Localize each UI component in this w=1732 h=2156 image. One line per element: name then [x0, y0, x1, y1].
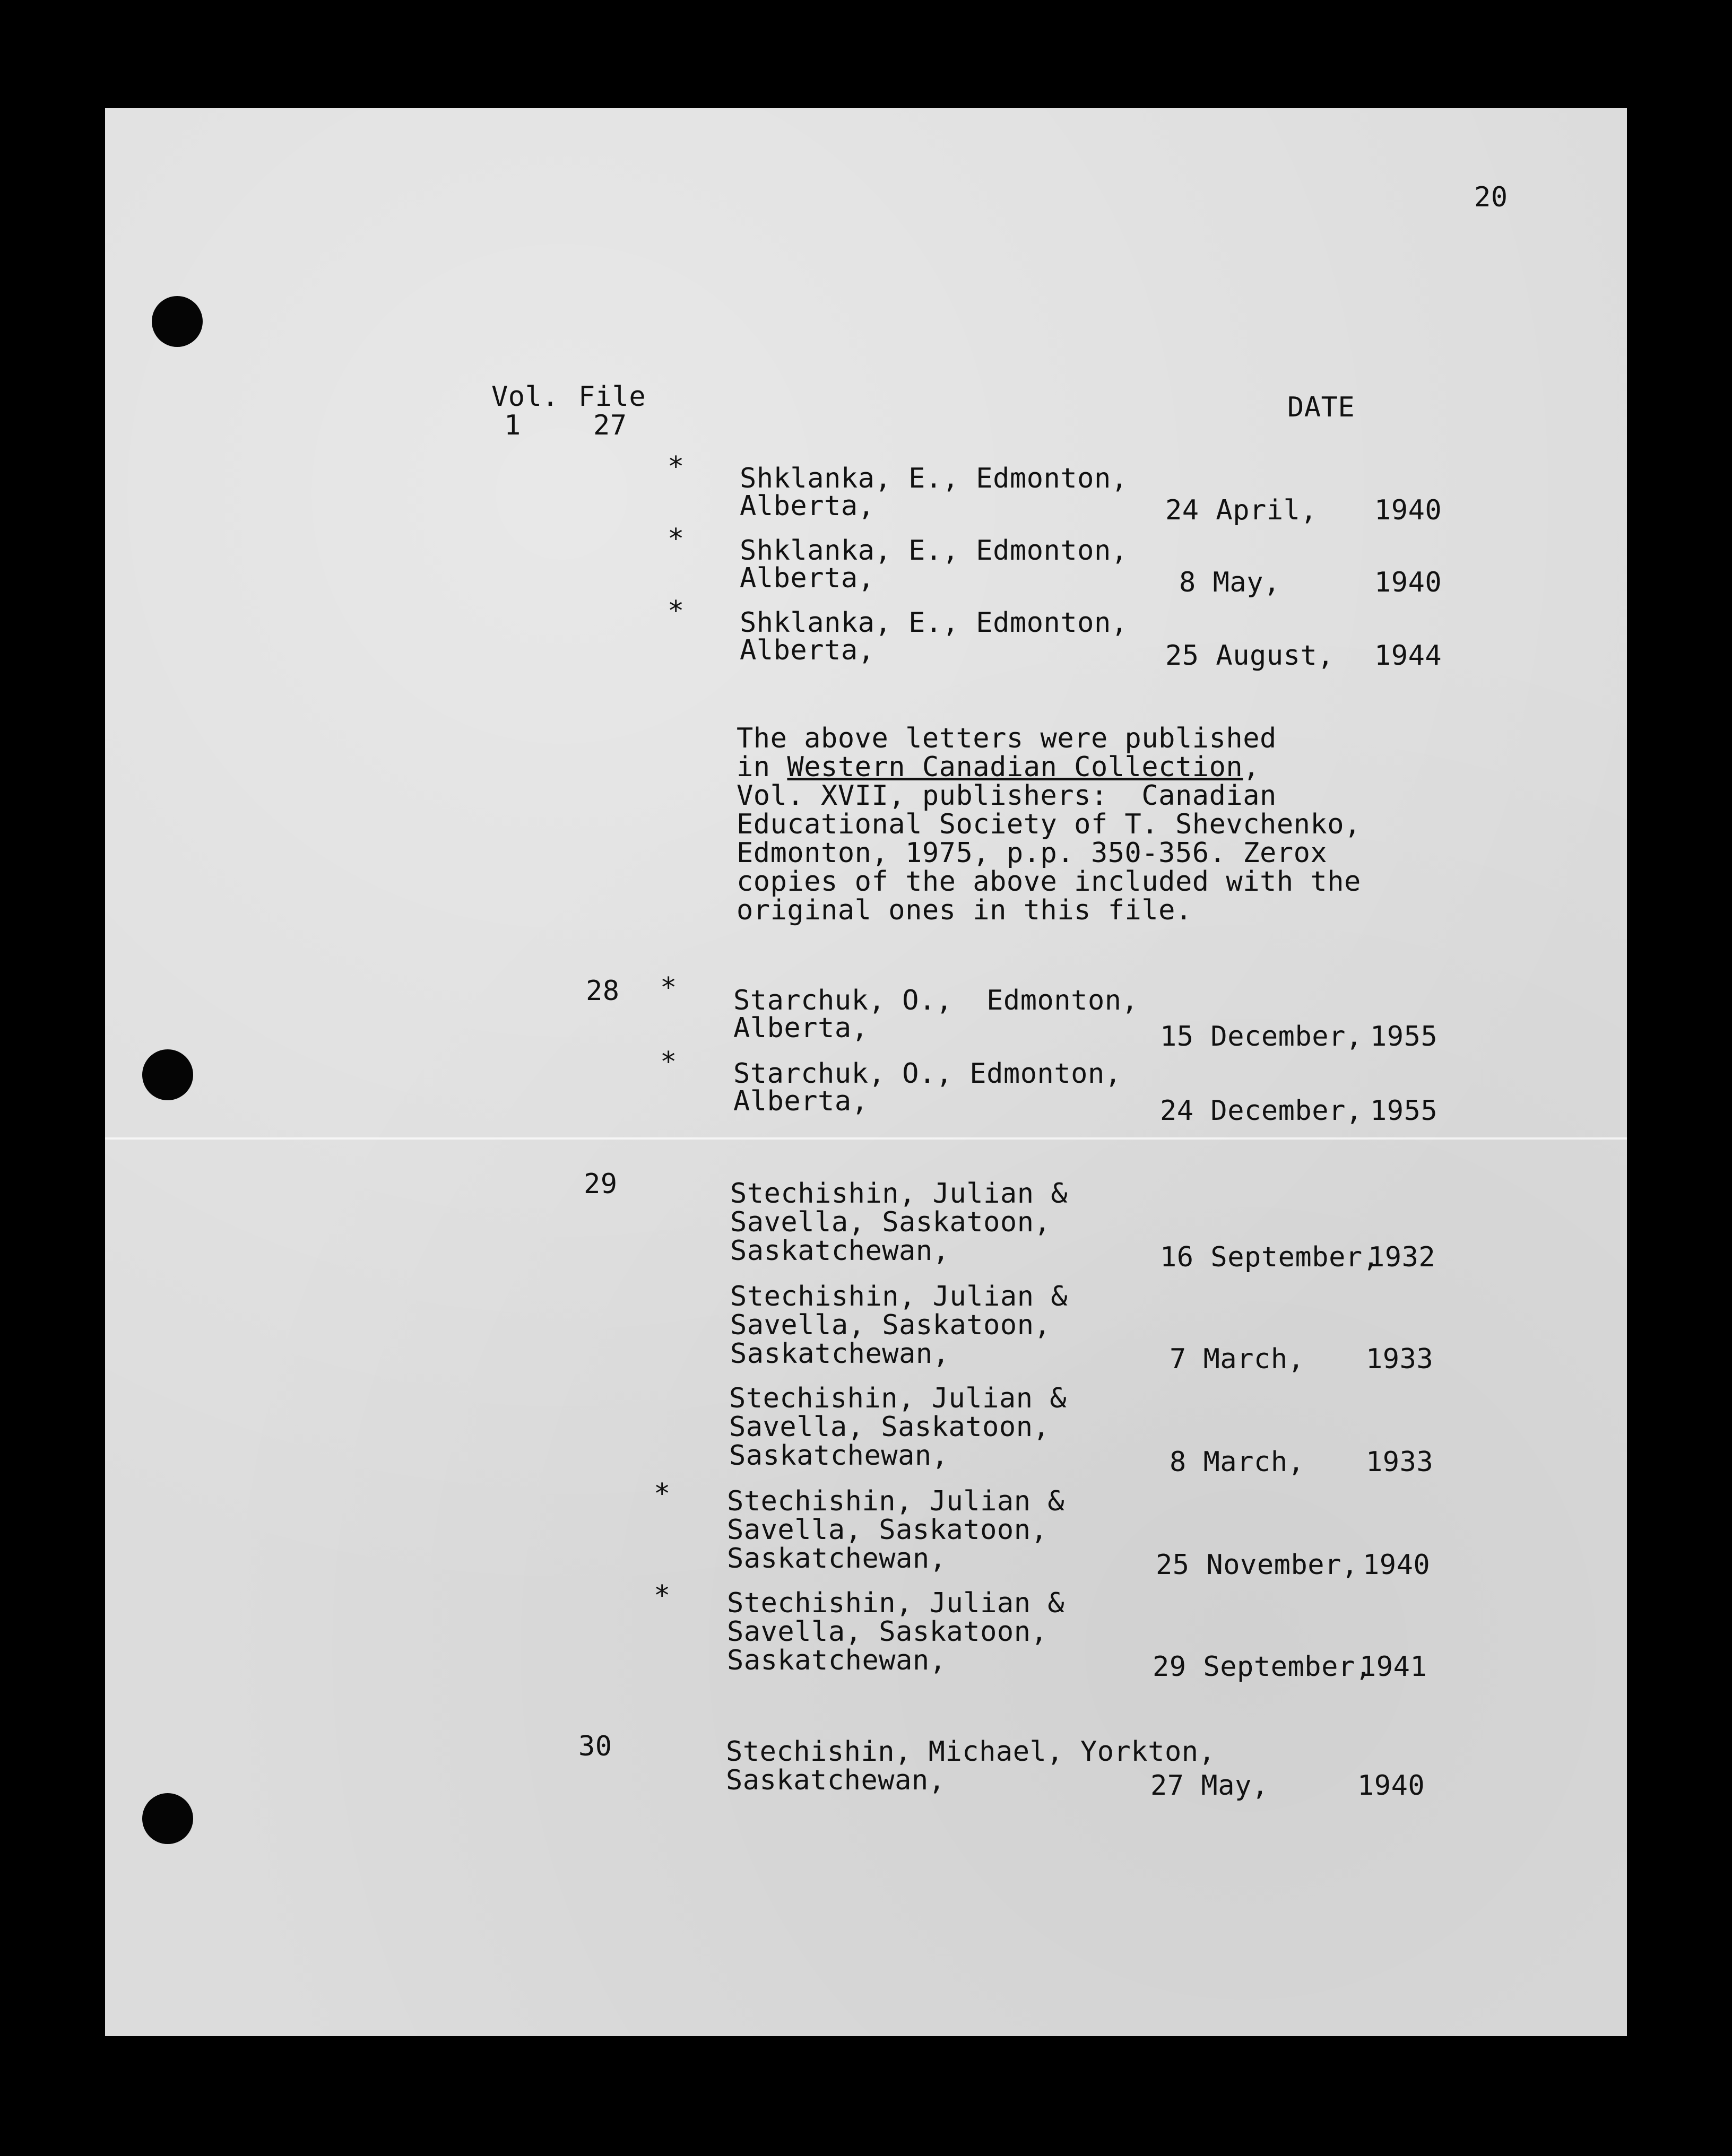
correspondent-line-1: Stechishin, Julian &	[727, 1485, 1065, 1517]
file-header: File	[578, 381, 646, 413]
date-day-month: 27 May,	[1150, 1770, 1269, 1802]
star-marker: *	[654, 1478, 671, 1510]
correspondent-line-1: Stechishin, Julian &	[730, 1281, 1068, 1312]
file-number: 29	[584, 1168, 618, 1200]
vol-header: Vol.	[491, 381, 559, 413]
page-number: 20	[1474, 181, 1508, 213]
correspondent-line-3: Saskatchewan,	[727, 1645, 947, 1676]
star-marker: *	[668, 595, 685, 627]
correspondent-line-2: Savella, Saskatoon,	[730, 1309, 1051, 1341]
star-marker: *	[668, 451, 685, 483]
date-year: 1940	[1357, 1770, 1425, 1802]
date-day-month: 25 August,	[1165, 640, 1335, 672]
vol-number: 1	[504, 410, 521, 441]
publication-title: Western Canadian Collection	[787, 751, 1243, 783]
punch-hole-bottom	[142, 1793, 193, 1844]
date-day-month: 15 December,	[1160, 1021, 1363, 1053]
correspondent-line-3: Saskatchewan,	[729, 1440, 949, 1472]
date-day-month: 7 March,	[1170, 1343, 1305, 1375]
star-marker: *	[660, 972, 677, 1004]
document-page	[105, 108, 1627, 2036]
correspondent-line-1: Stechishin, Julian &	[729, 1383, 1067, 1414]
correspondent-line-1: Shklanka, E., Edmonton,	[740, 463, 1128, 494]
star-marker: *	[654, 1580, 671, 1612]
correspondent-line-2: Alberta,	[740, 490, 875, 522]
date-year: 1940	[1374, 494, 1442, 526]
note-line-6: copies of the above included with the	[737, 866, 1361, 898]
date-header: DATE	[1287, 392, 1355, 423]
date-year: 1941	[1359, 1651, 1427, 1683]
correspondent-line-1: Starchuk, O., Edmonton,	[733, 985, 1139, 1016]
fold-line	[105, 1137, 1627, 1140]
correspondent-line-3: Saskatchewan,	[730, 1338, 950, 1370]
correspondent-line-1: Shklanka, E., Edmonton,	[740, 535, 1128, 567]
correspondent-line-1: Starchuk, O., Edmonton,	[733, 1058, 1122, 1090]
star-marker: *	[668, 523, 685, 555]
correspondent-line-2: Alberta,	[740, 634, 875, 666]
correspondent-line-2: Savella, Saskatoon,	[727, 1616, 1048, 1648]
date-day-month: 25 November,	[1156, 1549, 1358, 1581]
correspondent-line-3: Saskatchewan,	[730, 1235, 950, 1267]
correspondent-line-1: Stechishin, Julian &	[730, 1178, 1068, 1210]
date-year: 1940	[1374, 567, 1442, 598]
correspondent-line-1: Shklanka, E., Edmonton,	[740, 607, 1128, 639]
date-year: 1933	[1366, 1446, 1434, 1478]
file-number: 27	[593, 410, 627, 441]
correspondent-line-2: Savella, Saskatoon,	[729, 1411, 1050, 1443]
date-year: 1955	[1370, 1021, 1438, 1053]
date-day-month: 24 April,	[1165, 494, 1318, 526]
correspondent-line-2: Savella, Saskatoon,	[730, 1206, 1051, 1238]
note-line-2-prefix: in	[737, 751, 787, 783]
date-day-month: 16 September,	[1160, 1241, 1380, 1273]
note-line-5: Edmonton, 1975, p.p. 350-356. Zerox	[737, 837, 1328, 869]
note-line-2-suffix: ,	[1243, 751, 1260, 783]
punch-hole-top	[152, 296, 203, 347]
correspondent-line-2: Alberta,	[740, 562, 875, 594]
note-line-7: original ones in this file.	[737, 894, 1192, 926]
correspondent-line-1: Stechishin, Michael, Yorkton,	[726, 1736, 1216, 1768]
correspondent-line-2: Alberta,	[733, 1085, 869, 1117]
date-year: 1944	[1374, 640, 1442, 672]
correspondent-line-3: Saskatchewan,	[727, 1543, 947, 1575]
correspondent-line-2: Savella, Saskatoon,	[727, 1514, 1048, 1546]
punch-hole-middle	[142, 1049, 193, 1100]
correspondent-line-2: Saskatchewan,	[726, 1764, 946, 1796]
date-day-month: 8 March,	[1170, 1446, 1305, 1478]
file-number: 28	[586, 975, 620, 1007]
correspondent-line-1: Stechishin, Julian &	[727, 1587, 1065, 1619]
star-marker: *	[660, 1046, 677, 1078]
date-day-month: 8 May,	[1179, 567, 1280, 598]
correspondent-line-2: Alberta,	[733, 1012, 869, 1044]
note-line-2	[737, 752, 1260, 782]
date-year: 1940	[1363, 1549, 1431, 1581]
file-number: 30	[578, 1731, 612, 1762]
note-line-4: Educational Society of T. Shevchenko,	[737, 808, 1361, 840]
date-year: 1955	[1370, 1095, 1438, 1127]
note-line-1: The above letters were published	[737, 723, 1277, 754]
date-year: 1932	[1368, 1241, 1436, 1273]
date-year: 1933	[1366, 1343, 1434, 1375]
date-day-month: 29 September,	[1153, 1651, 1372, 1683]
note-line-3: Vol. XVII, publishers: Canadian	[737, 780, 1277, 812]
date-day-month: 24 December,	[1160, 1095, 1363, 1127]
